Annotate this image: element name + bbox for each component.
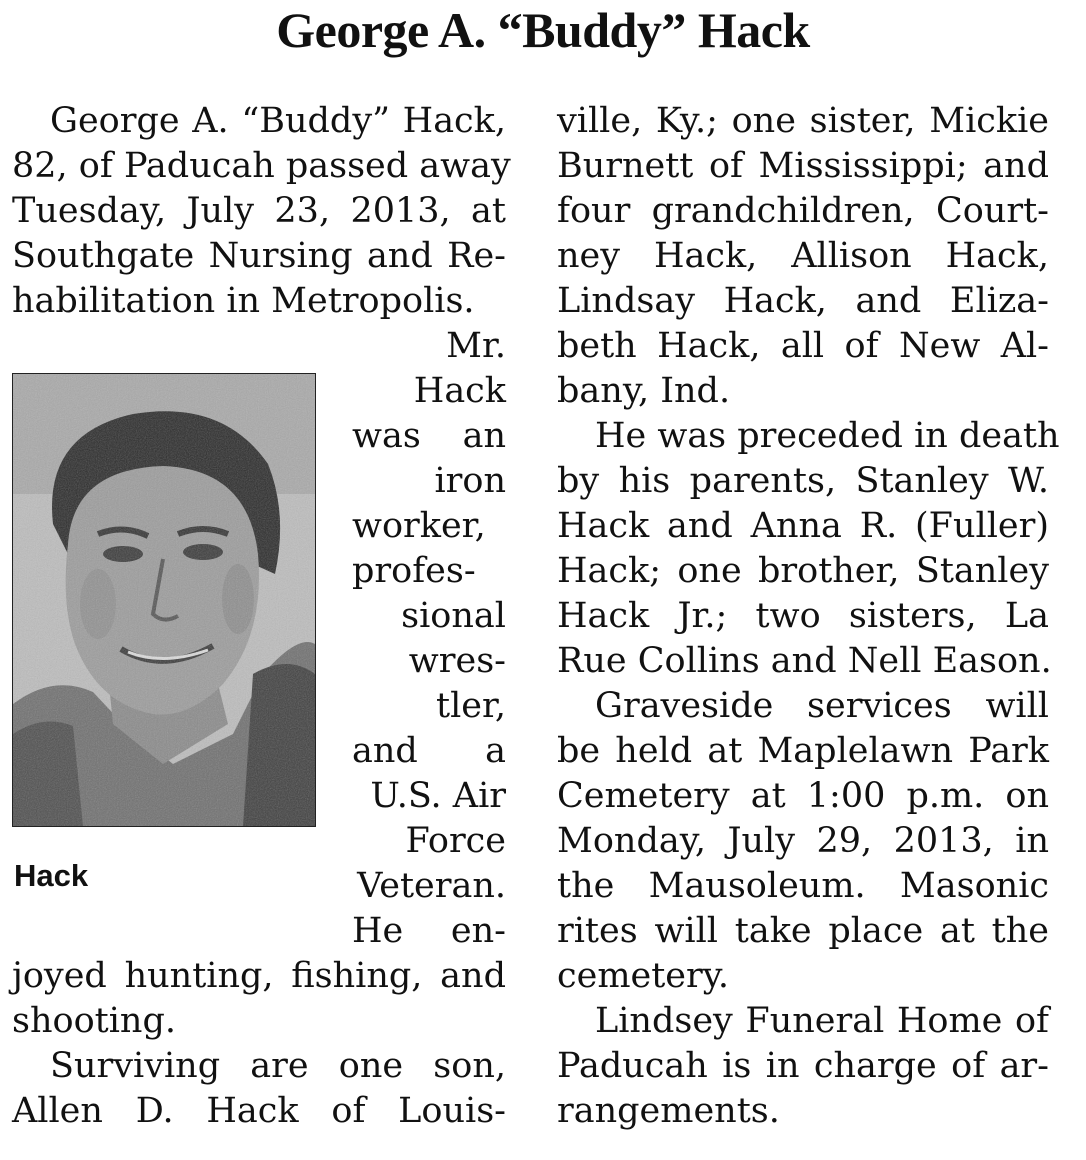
text-line: Paducah is in charge of ar- — [557, 1046, 1049, 1086]
text-line: wres- — [408, 641, 506, 681]
text-line: Burnett of Mississippi; and — [557, 146, 1049, 186]
text-line: by his parents, Stanley W. — [557, 461, 1049, 501]
text-line: rangements. — [557, 1091, 780, 1131]
text-line: habilitation in Metropolis. — [12, 281, 475, 321]
text-line: Mr. — [446, 326, 506, 366]
text-line: Cemetery at 1:00 p.m. on — [557, 776, 1049, 816]
text-line: Force — [405, 821, 506, 861]
text-line: Allen D. Hack of Louis- — [12, 1091, 506, 1131]
text-line: shooting. — [12, 1001, 176, 1041]
text-line: Tuesday, July 23, 2013, at — [12, 191, 506, 231]
text-line: Monday, July 29, 2013, in — [557, 821, 1049, 861]
text-line: Lindsay Hack, and Eliza- — [557, 281, 1049, 321]
text-line: Southgate Nursing and Re- — [12, 236, 506, 276]
portrait-image — [13, 374, 315, 826]
photo-caption: Hack — [14, 858, 89, 893]
text-line: Hack Jr.; two sisters, La — [557, 596, 1049, 636]
text-line: 82, of Paducah passed away — [12, 146, 511, 186]
text-line: Hack and Anna R. (Fuller) — [557, 506, 1049, 546]
text-line: bany, Ind. — [557, 371, 731, 411]
text-line: worker, — [352, 506, 486, 546]
text-line: the Mausoleum. Masonic — [557, 866, 1049, 906]
text-line: Hack — [413, 371, 506, 411]
text-line: was an — [352, 416, 506, 456]
text-line: profes- — [352, 551, 476, 591]
text-line: He en- — [352, 911, 506, 951]
text-line: Rue Collins and Nell Eason. — [557, 641, 1052, 681]
text-line: iron — [434, 461, 506, 501]
text-line: ney Hack, Allison Hack, — [557, 236, 1049, 276]
portrait-photo — [12, 373, 316, 827]
text-line: joyed hunting, fishing, and — [12, 956, 506, 996]
text-line: four grandchildren, Court- — [557, 191, 1049, 231]
text-line: be held at Maplelawn Park — [557, 731, 1049, 771]
text-line: U.S. Air — [370, 776, 506, 816]
text-line: beth Hack, all of New Al- — [557, 326, 1049, 366]
text-line: rites will take place at the — [557, 911, 1049, 951]
text-line: Hack; one brother, Stanley — [557, 551, 1049, 591]
text-line: Veteran. — [357, 866, 506, 906]
obituary-title: George A. “Buddy” Hack — [276, 2, 810, 58]
text-line: George A. “Buddy” Hack, — [50, 101, 506, 141]
text-line: Lindsey Funeral Home of — [595, 1001, 1049, 1041]
text-line: Graveside services will — [595, 686, 1049, 726]
text-line: sional — [401, 596, 506, 636]
text-line: Surviving are one son, — [50, 1046, 506, 1086]
text-line: cemetery. — [557, 956, 729, 996]
text-line: ville, Ky.; one sister, Mickie — [557, 101, 1049, 141]
text-line: tler, — [436, 686, 506, 726]
text-line: He was preceded in death — [595, 416, 1060, 456]
text-line: and a — [352, 731, 506, 771]
